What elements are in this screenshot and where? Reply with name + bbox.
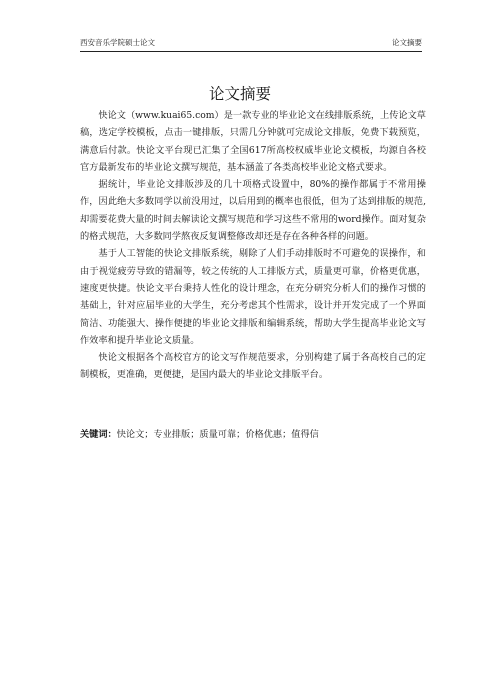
abstract-body bbox=[80, 107, 426, 384]
page-title: 论文摘要 bbox=[208, 85, 271, 103]
abstract-paragraph-3: 基于人工智能的快论文排版系统，剔除了人们手动排版时不可避免的误操作，和由于视觉疲劳导致的错漏等，较之传统的人工排版方式，质量更可靠，价格更优惠，速度更快捷。快论文平台秉持人性化的设计理念，在充分研究分析人们的操作习惯的基础上，针对应届毕业的大学生，充分考虑其个性需求，设计并开发完成了一个界面简洁、功能强大、操作便捷的毕业论文排版和编辑系统，帮助大学生提高毕业论文写作效率和提升毕业论文质量。 bbox=[80, 248, 426, 346]
keywords-label: 关键词： bbox=[80, 429, 117, 440]
keywords-text: 快论文；专业排版；质量可靠；价格优惠；值得信 bbox=[116, 429, 319, 440]
keywords-line bbox=[80, 426, 426, 440]
abstract-paragraph-4: 快论文根据各个高校官方的论文写作规范要求，分别构建了属于各高校自己的定制模板，更准确，更便捷，是国内最大的毕业论文排版平台。 bbox=[80, 352, 426, 381]
header-section: 论文摘要 bbox=[392, 38, 422, 47]
abstract-paragraph-2: 据统计，毕业论文排版涉及的几十项格式设置中，80%的操作都属于不常用操作，因此绝大多数同学以前没用过，以后用到的概率也很低，但为了达到排版的规范,却需要花费大量的时间去解读论文撰写规范和学习这些不常用的word操作。面对复杂的格式规范，大多数同学熬夜反复调整修改却还是存在各种各样的问题。 bbox=[80, 179, 426, 243]
header-school: 西安音乐学院硕士论文 bbox=[80, 38, 155, 47]
running-header bbox=[80, 37, 422, 52]
abstract-paragraph-1: 快论文（www.kuai65.com）是一款专业的毕业论文在线排版系统，上传论文草稿，选定学校模板，点击一键排版，只需几分钟就可完成论文排版，免费下载预览，满意后付款。快论文平台现已汇集了全国617所高校权威毕业论文模板，均源自各校官方最新发布的毕业论文撰写规范，基本涵盖了各类高校毕业论文格式要求。 bbox=[80, 110, 426, 173]
